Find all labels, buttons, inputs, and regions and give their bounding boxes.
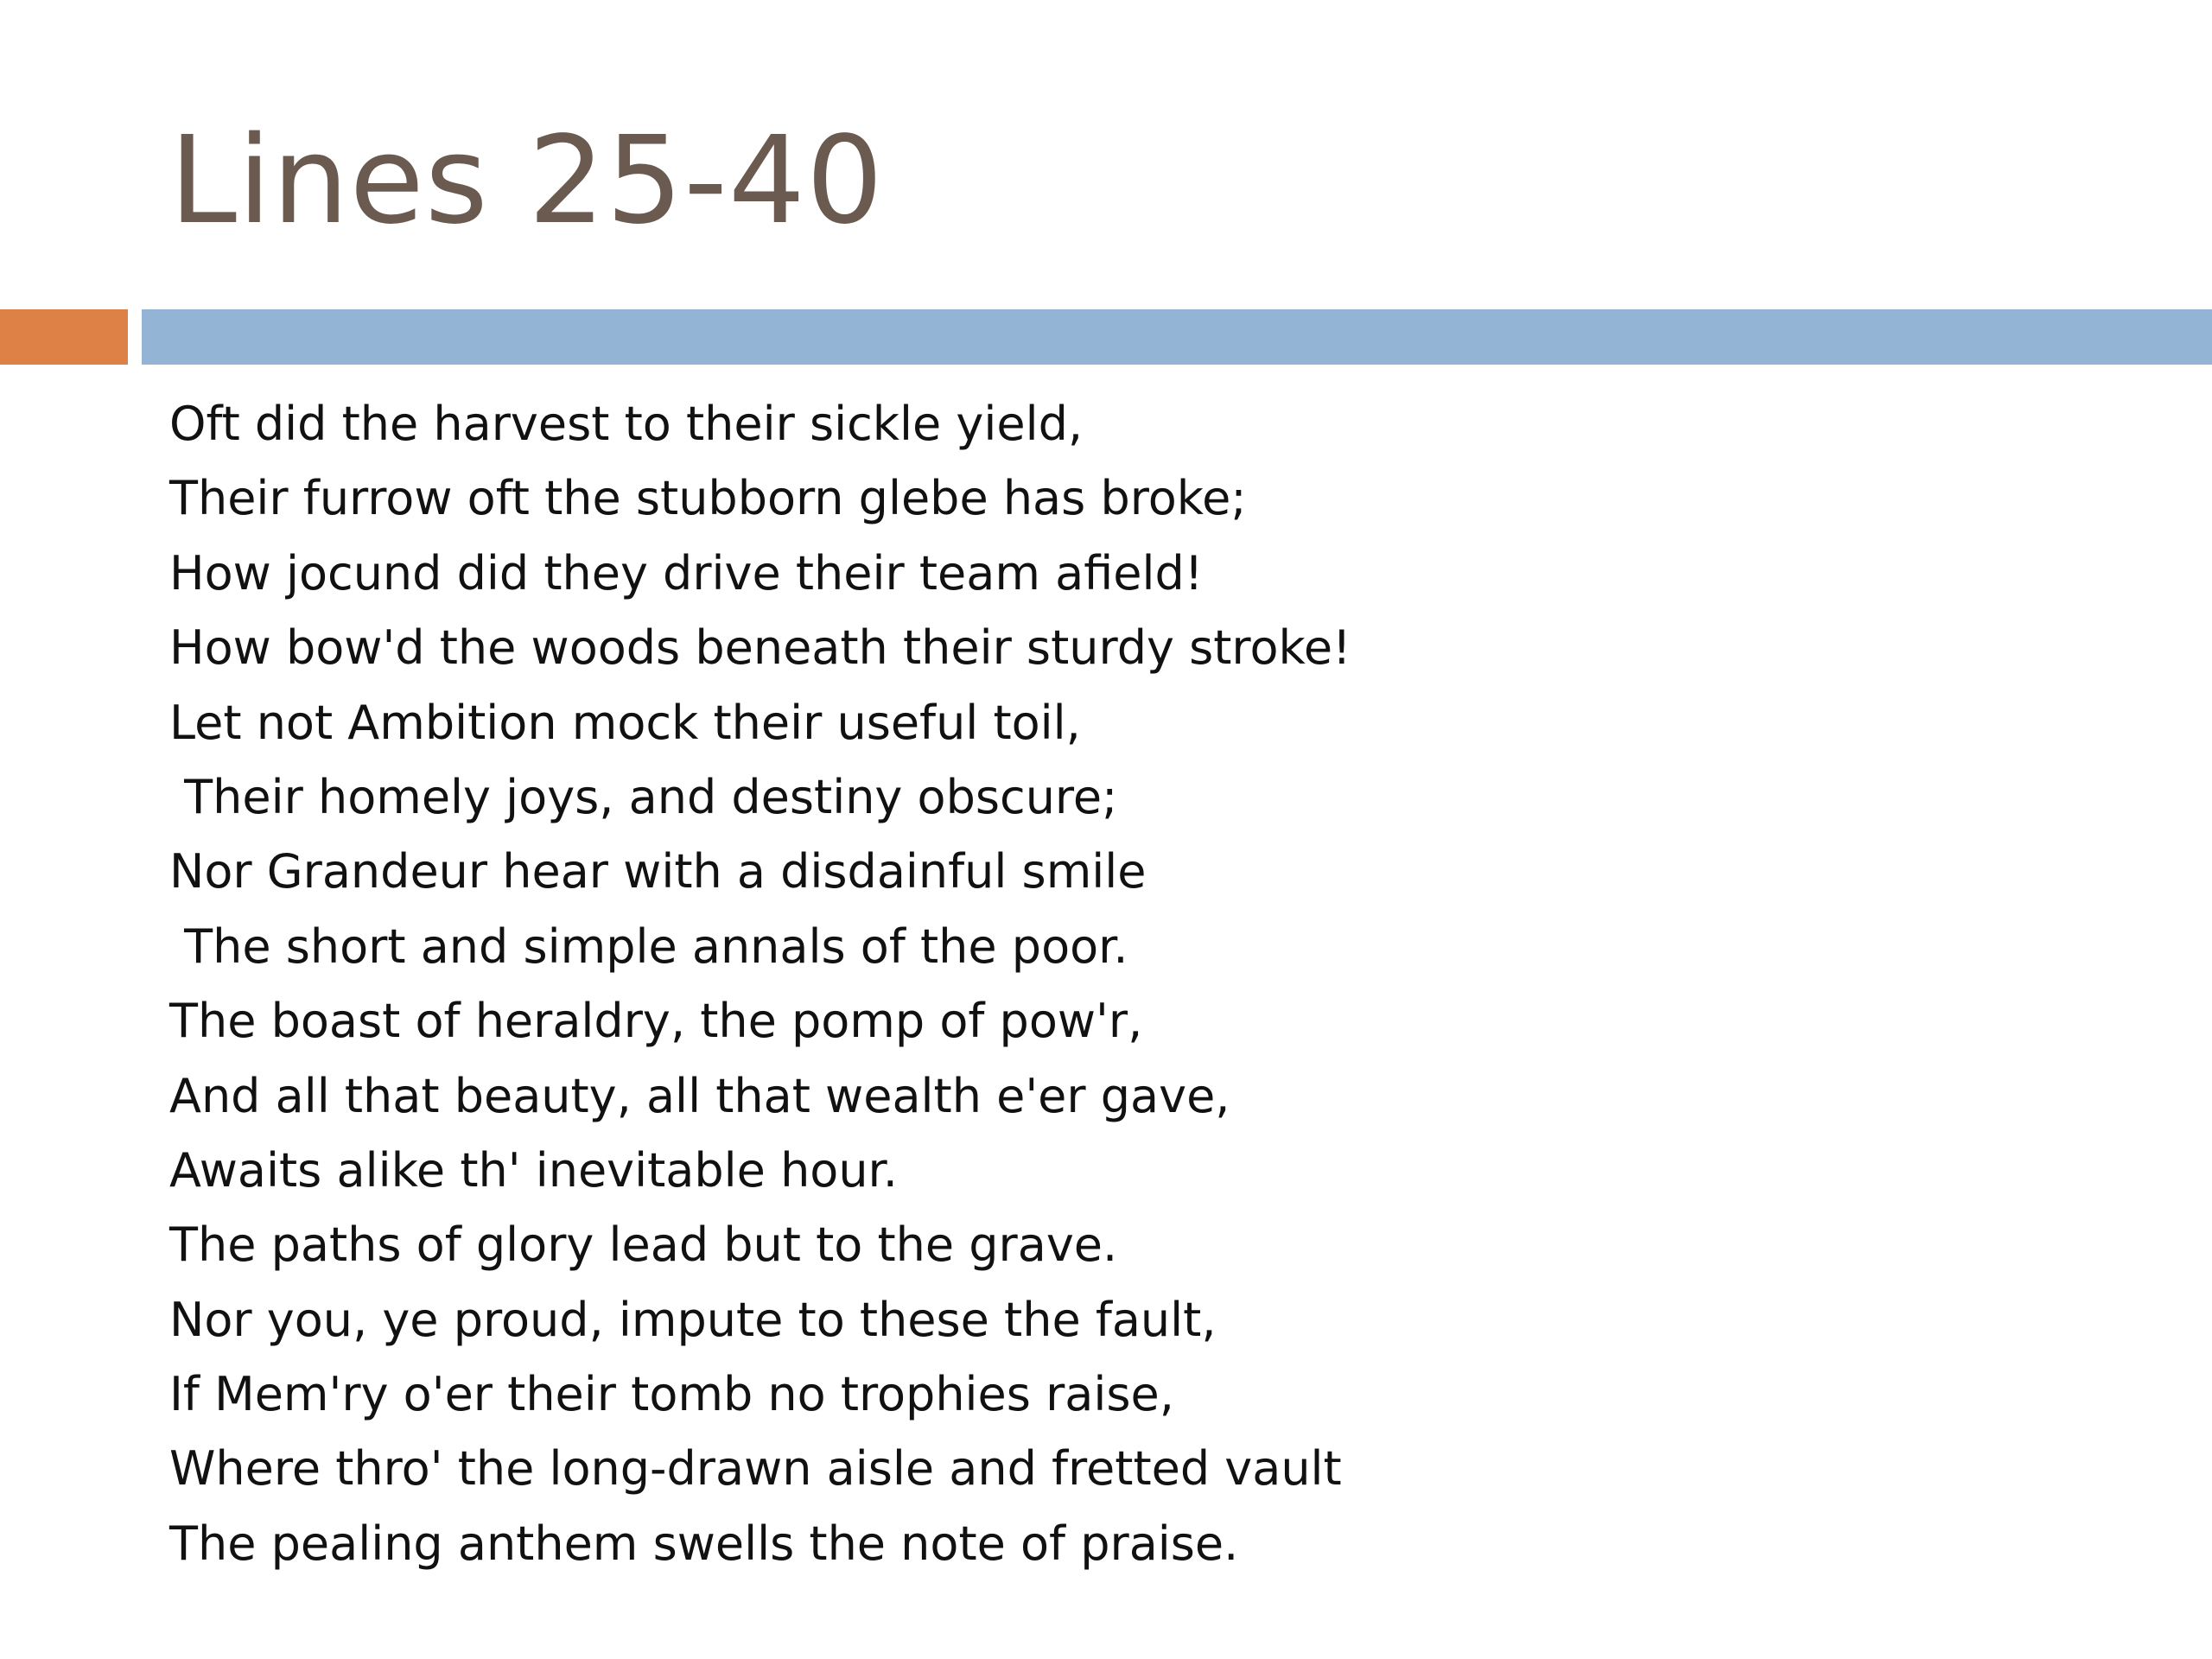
slide-title: Lines 25-40 — [169, 111, 885, 251]
poem-line: The boast of heraldry, the pomp of pow'r, — [169, 994, 1143, 1049]
poem-line: Awaits alike th' inevitable hour. — [169, 1142, 898, 1198]
poem-line: If Mem'ry o'er their tomb no trophies raise, — [169, 1367, 1174, 1422]
poem-line: How bow'd the woods beneath their sturdy stroke! — [169, 620, 1351, 676]
poem-line: Nor Grandeur hear with a disdainful smile — [169, 844, 1147, 899]
accent-bar-orange — [0, 309, 128, 365]
poem-line: Let not Ambition mock their useful toil, — [169, 695, 1081, 750]
poem-line: The short and simple annals of the poor. — [169, 918, 1128, 974]
poem-line: Nor you, ye proud, impute to these the fault, — [169, 1292, 1217, 1347]
poem-line: The paths of glory lead but to the grave. — [169, 1217, 1118, 1273]
poem-line: Their furrow oft the stubborn glebe has broke; — [169, 471, 1247, 526]
accent-bar-blue — [142, 309, 2212, 365]
poem-line: The pealing anthem swells the note of praise. — [169, 1516, 1239, 1571]
poem-line: Their homely joys, and destiny obscure; — [169, 769, 1118, 824]
poem-line: How jocund did they drive their team afield! — [169, 545, 1204, 601]
poem-line: And all that beauty, all that wealth e'er gave, — [169, 1068, 1230, 1123]
poem-line: Where thro' the long-drawn aisle and fretted vault — [169, 1441, 1342, 1497]
poem-body — [169, 387, 1351, 1581]
poem-line: Oft did the harvest to their sickle yield, — [169, 397, 1084, 451]
